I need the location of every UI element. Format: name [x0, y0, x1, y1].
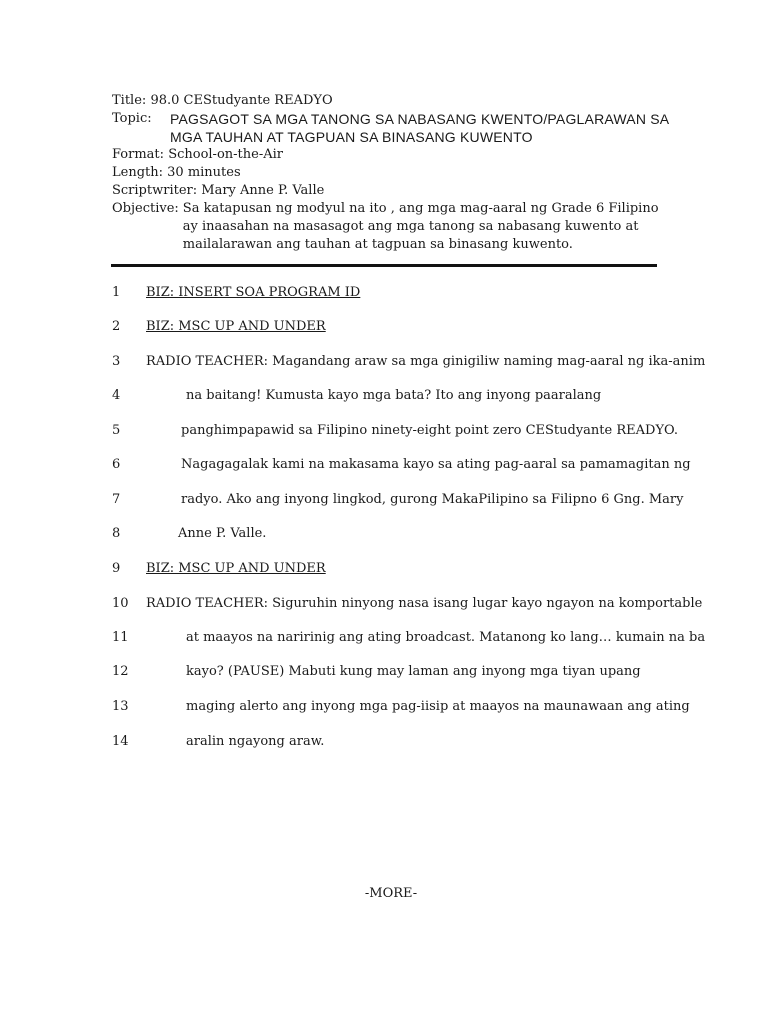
- topic-value: [170, 110, 669, 146]
- more-marker: -MORE-: [364, 886, 418, 901]
- length-value: 30 minutes: [167, 165, 241, 180]
- line-text: na baitang! Kumusta kayo mga bata? Ito ang inyong paaralang: [186, 388, 602, 403]
- scriptwriter-value: Mary Anne P. Valle: [201, 183, 325, 198]
- length-row: [112, 164, 712, 182]
- title-label: Title:: [112, 93, 147, 108]
- line-number: 3: [112, 354, 121, 369]
- line-text: Nagagagalak kami na makasama kayo sa ating pag-aaral sa pamamagitan ng: [181, 457, 691, 472]
- objective-label: Objective:: [112, 201, 179, 216]
- topic-row: [112, 110, 712, 146]
- line-text: panghimpapawid sa Filipino ninety-eight point zero CEStudyante READYO.: [181, 423, 679, 438]
- line-text: kayo? (PAUSE) Mabuti kung may laman ang inyong mga tiyan upang: [186, 664, 641, 679]
- line-text: maging alerto ang inyong mga pag-iisip at maayos na maunawaan ang ating: [186, 699, 690, 714]
- objective-value: [183, 200, 659, 254]
- topic-line-1: PAGSAGOT SA MGA TANONG SA NABASANG KWENTO/PAGLARAWAN SA: [170, 111, 670, 127]
- line-text: RADIO TEACHER: Magandang araw sa mga ginigiliw naming mag-aaral ng ika-anim: [146, 354, 706, 369]
- topic-line-2: MGA TAUHAN AT TAGPUAN SA BINASANG KUWENTO: [170, 129, 533, 145]
- line-number: 6: [112, 457, 121, 472]
- line-number: 9: [112, 561, 121, 576]
- line-text: BIZ: MSC UP AND UNDER: [146, 561, 326, 576]
- script-header: [112, 92, 712, 254]
- line-text: BIZ: INSERT SOA PROGRAM ID: [146, 285, 361, 300]
- line-text: BIZ: MSC UP AND UNDER: [146, 319, 326, 334]
- length-label: Length:: [112, 165, 163, 180]
- line-number: 7: [112, 492, 121, 507]
- line-number: 4: [112, 388, 121, 403]
- line-number: 2: [112, 319, 121, 334]
- scriptwriter-label: Scriptwriter:: [112, 183, 198, 198]
- line-text: RADIO TEACHER: Siguruhin ninyong nasa isang lugar kayo ngayon na komportable: [146, 596, 703, 611]
- objective-line-1: Sa katapusan ng modyul na ito , ang mga mag-aaral ng Grade 6 Filipino: [182, 201, 659, 216]
- line-number: 5: [112, 423, 121, 438]
- objective-line-2: ay inaasahan na masasagot ang mga tanong sa nabasang kuwento at: [182, 219, 639, 234]
- line-number: 13: [112, 699, 129, 714]
- title-value: 98.0 CEStudyante READYO: [150, 93, 333, 108]
- line-text: Anne P. Valle.: [178, 526, 267, 541]
- objective-line-3: mailalarawan ang tauhan at tagpuan sa binasang kuwento.: [182, 237, 573, 252]
- format-label: Format:: [112, 147, 165, 162]
- format-value: School-on-the-Air: [168, 147, 283, 162]
- line-number: 12: [112, 664, 129, 679]
- objective-row: [112, 200, 712, 254]
- line-number: 14: [112, 734, 129, 749]
- line-number: 11: [112, 630, 129, 645]
- header-divider: [111, 264, 657, 267]
- format-row: [112, 146, 712, 164]
- line-text: aralin ngayong araw.: [186, 734, 325, 749]
- topic-label: Topic:: [112, 111, 152, 126]
- line-number: 10: [112, 596, 129, 611]
- line-number: 1: [112, 285, 121, 300]
- line-text: at maayos na naririnig ang ating broadcast. Matanong ko lang… kumain na ba: [186, 630, 706, 645]
- line-text: radyo. Ako ang inyong lingkod, gurong MakaPilipino sa Filipno 6 Gng. Mary: [181, 492, 684, 507]
- scriptwriter-row: [112, 182, 712, 200]
- line-number: 8: [112, 526, 121, 541]
- title-row: [112, 92, 712, 110]
